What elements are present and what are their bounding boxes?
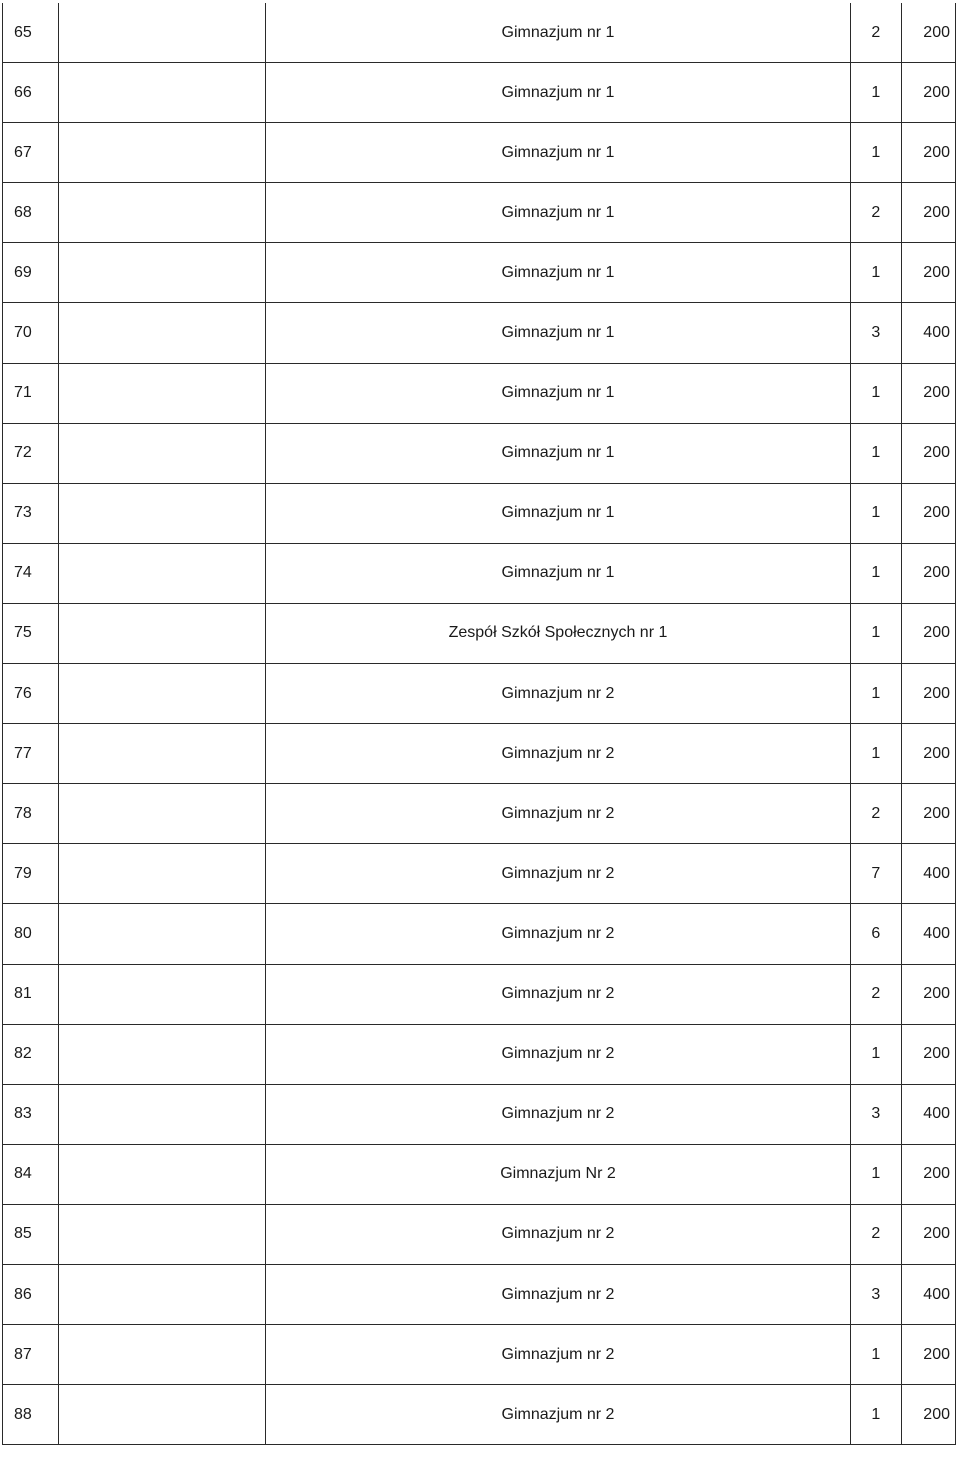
- row-number-cell: 74: [3, 543, 59, 603]
- table-row: [3, 784, 956, 844]
- table-row: [3, 844, 956, 904]
- table-body: [3, 3, 956, 1445]
- school-name-cell: Gimnazjum nr 2: [265, 784, 850, 844]
- table-row: [3, 1385, 956, 1445]
- row-number-cell: 84: [3, 1144, 59, 1204]
- table-row: [3, 63, 956, 123]
- row-number-cell: 81: [3, 964, 59, 1024]
- amount-cell: 200: [901, 1204, 955, 1264]
- school-name-cell: Gimnazjum nr 2: [265, 724, 850, 784]
- amount-cell: 400: [901, 904, 955, 964]
- quantity-cell: 1: [851, 664, 902, 724]
- amount-cell: 200: [901, 664, 955, 724]
- table-row: [3, 1204, 956, 1264]
- school-name-cell: Gimnazjum nr 1: [265, 3, 850, 63]
- amount-cell: 200: [901, 603, 955, 663]
- school-name-cell: Gimnazjum nr 2: [265, 1325, 850, 1385]
- table-row: [3, 243, 956, 303]
- quantity-cell: 1: [851, 363, 902, 423]
- amount-cell: 400: [901, 844, 955, 904]
- empty-cell: [58, 483, 265, 543]
- school-name-cell: Gimnazjum nr 2: [265, 964, 850, 1024]
- table-row: [3, 1084, 956, 1144]
- school-name-cell: Gimnazjum nr 2: [265, 844, 850, 904]
- quantity-cell: 2: [851, 784, 902, 844]
- row-number-cell: 86: [3, 1264, 59, 1324]
- quantity-cell: 3: [851, 303, 902, 363]
- table-row: [3, 483, 956, 543]
- quantity-cell: 1: [851, 423, 902, 483]
- school-name-cell: Gimnazjum nr 2: [265, 1024, 850, 1084]
- quantity-cell: 3: [851, 1084, 902, 1144]
- school-name-cell: Gimnazjum nr 1: [265, 123, 850, 183]
- amount-cell: 200: [901, 3, 955, 63]
- quantity-cell: 1: [851, 1144, 902, 1204]
- school-name-cell: Gimnazjum nr 2: [265, 1264, 850, 1324]
- table-row: [3, 303, 956, 363]
- empty-cell: [58, 303, 265, 363]
- table-row: [3, 1144, 956, 1204]
- table-row: [3, 123, 956, 183]
- row-number-cell: 73: [3, 483, 59, 543]
- quantity-cell: 2: [851, 964, 902, 1024]
- quantity-cell: 1: [851, 603, 902, 663]
- empty-cell: [58, 63, 265, 123]
- school-name-cell: Gimnazjum nr 1: [265, 423, 850, 483]
- table-row: [3, 1024, 956, 1084]
- amount-cell: 400: [901, 303, 955, 363]
- school-name-cell: Gimnazjum nr 1: [265, 183, 850, 243]
- table-row: [3, 964, 956, 1024]
- empty-cell: [58, 1144, 265, 1204]
- school-name-cell: Gimnazjum nr 1: [265, 483, 850, 543]
- row-number-cell: 67: [3, 123, 59, 183]
- row-number-cell: 82: [3, 1024, 59, 1084]
- table-row: [3, 3, 956, 63]
- amount-cell: 200: [901, 964, 955, 1024]
- amount-cell: 200: [901, 423, 955, 483]
- amount-cell: 200: [901, 1024, 955, 1084]
- table-row: [3, 1264, 956, 1324]
- empty-cell: [58, 664, 265, 724]
- row-number-cell: 71: [3, 363, 59, 423]
- quantity-cell: 1: [851, 63, 902, 123]
- amount-cell: 400: [901, 1264, 955, 1324]
- amount-cell: 400: [901, 1084, 955, 1144]
- quantity-cell: 1: [851, 483, 902, 543]
- quantity-cell: 1: [851, 243, 902, 303]
- amount-cell: 200: [901, 1325, 955, 1385]
- quantity-cell: 1: [851, 543, 902, 603]
- empty-cell: [58, 1084, 265, 1144]
- school-name-cell: Gimnazjum nr 1: [265, 543, 850, 603]
- row-number-cell: 79: [3, 844, 59, 904]
- row-number-cell: 70: [3, 303, 59, 363]
- amount-cell: 200: [901, 183, 955, 243]
- row-number-cell: 85: [3, 1204, 59, 1264]
- table-row: [3, 363, 956, 423]
- row-number-cell: 69: [3, 243, 59, 303]
- table-row: [3, 603, 956, 663]
- quantity-cell: 1: [851, 1024, 902, 1084]
- empty-cell: [58, 1024, 265, 1084]
- table-row: [3, 1325, 956, 1385]
- amount-cell: 200: [901, 123, 955, 183]
- quantity-cell: 2: [851, 183, 902, 243]
- table-row: [3, 904, 956, 964]
- quantity-cell: 1: [851, 1325, 902, 1385]
- table-row: [3, 724, 956, 784]
- amount-cell: 200: [901, 1144, 955, 1204]
- empty-cell: [58, 183, 265, 243]
- row-number-cell: 76: [3, 664, 59, 724]
- amount-cell: 200: [901, 724, 955, 784]
- data-table: [2, 3, 956, 1445]
- school-name-cell: Gimnazjum nr 1: [265, 243, 850, 303]
- empty-cell: [58, 123, 265, 183]
- school-name-cell: Gimnazjum Nr 2: [265, 1144, 850, 1204]
- row-number-cell: 72: [3, 423, 59, 483]
- row-number-cell: 68: [3, 183, 59, 243]
- quantity-cell: 3: [851, 1264, 902, 1324]
- table-row: [3, 543, 956, 603]
- quantity-cell: 1: [851, 123, 902, 183]
- table-row: [3, 183, 956, 243]
- row-number-cell: 78: [3, 784, 59, 844]
- school-name-cell: Gimnazjum nr 2: [265, 1204, 850, 1264]
- amount-cell: 200: [901, 543, 955, 603]
- quantity-cell: 1: [851, 1385, 902, 1445]
- row-number-cell: 87: [3, 1325, 59, 1385]
- row-number-cell: 65: [3, 3, 59, 63]
- school-name-cell: Gimnazjum nr 1: [265, 63, 850, 123]
- empty-cell: [58, 603, 265, 663]
- row-number-cell: 75: [3, 603, 59, 663]
- empty-cell: [58, 1204, 265, 1264]
- school-name-cell: Gimnazjum nr 2: [265, 904, 850, 964]
- empty-cell: [58, 363, 265, 423]
- school-name-cell: Gimnazjum nr 2: [265, 664, 850, 724]
- amount-cell: 200: [901, 1385, 955, 1445]
- quantity-cell: 7: [851, 844, 902, 904]
- amount-cell: 200: [901, 784, 955, 844]
- empty-cell: [58, 1264, 265, 1324]
- quantity-cell: 2: [851, 1204, 902, 1264]
- amount-cell: 200: [901, 483, 955, 543]
- quantity-cell: 2: [851, 3, 902, 63]
- quantity-cell: 6: [851, 904, 902, 964]
- school-name-cell: Gimnazjum nr 1: [265, 303, 850, 363]
- empty-cell: [58, 964, 265, 1024]
- empty-cell: [58, 724, 265, 784]
- empty-cell: [58, 844, 265, 904]
- amount-cell: 200: [901, 363, 955, 423]
- empty-cell: [58, 243, 265, 303]
- school-name-cell: Gimnazjum nr 1: [265, 363, 850, 423]
- school-name-cell: Zespół Szkół Społecznych nr 1: [265, 603, 850, 663]
- empty-cell: [58, 1385, 265, 1445]
- school-name-cell: Gimnazjum nr 2: [265, 1084, 850, 1144]
- row-number-cell: 88: [3, 1385, 59, 1445]
- row-number-cell: 80: [3, 904, 59, 964]
- row-number-cell: 83: [3, 1084, 59, 1144]
- empty-cell: [58, 3, 265, 63]
- quantity-cell: 1: [851, 724, 902, 784]
- empty-cell: [58, 1325, 265, 1385]
- row-number-cell: 66: [3, 63, 59, 123]
- table-row: [3, 664, 956, 724]
- empty-cell: [58, 543, 265, 603]
- school-name-cell: Gimnazjum nr 2: [265, 1385, 850, 1445]
- amount-cell: 200: [901, 243, 955, 303]
- table-row: [3, 423, 956, 483]
- empty-cell: [58, 423, 265, 483]
- empty-cell: [58, 784, 265, 844]
- amount-cell: 200: [901, 63, 955, 123]
- row-number-cell: 77: [3, 724, 59, 784]
- empty-cell: [58, 904, 265, 964]
